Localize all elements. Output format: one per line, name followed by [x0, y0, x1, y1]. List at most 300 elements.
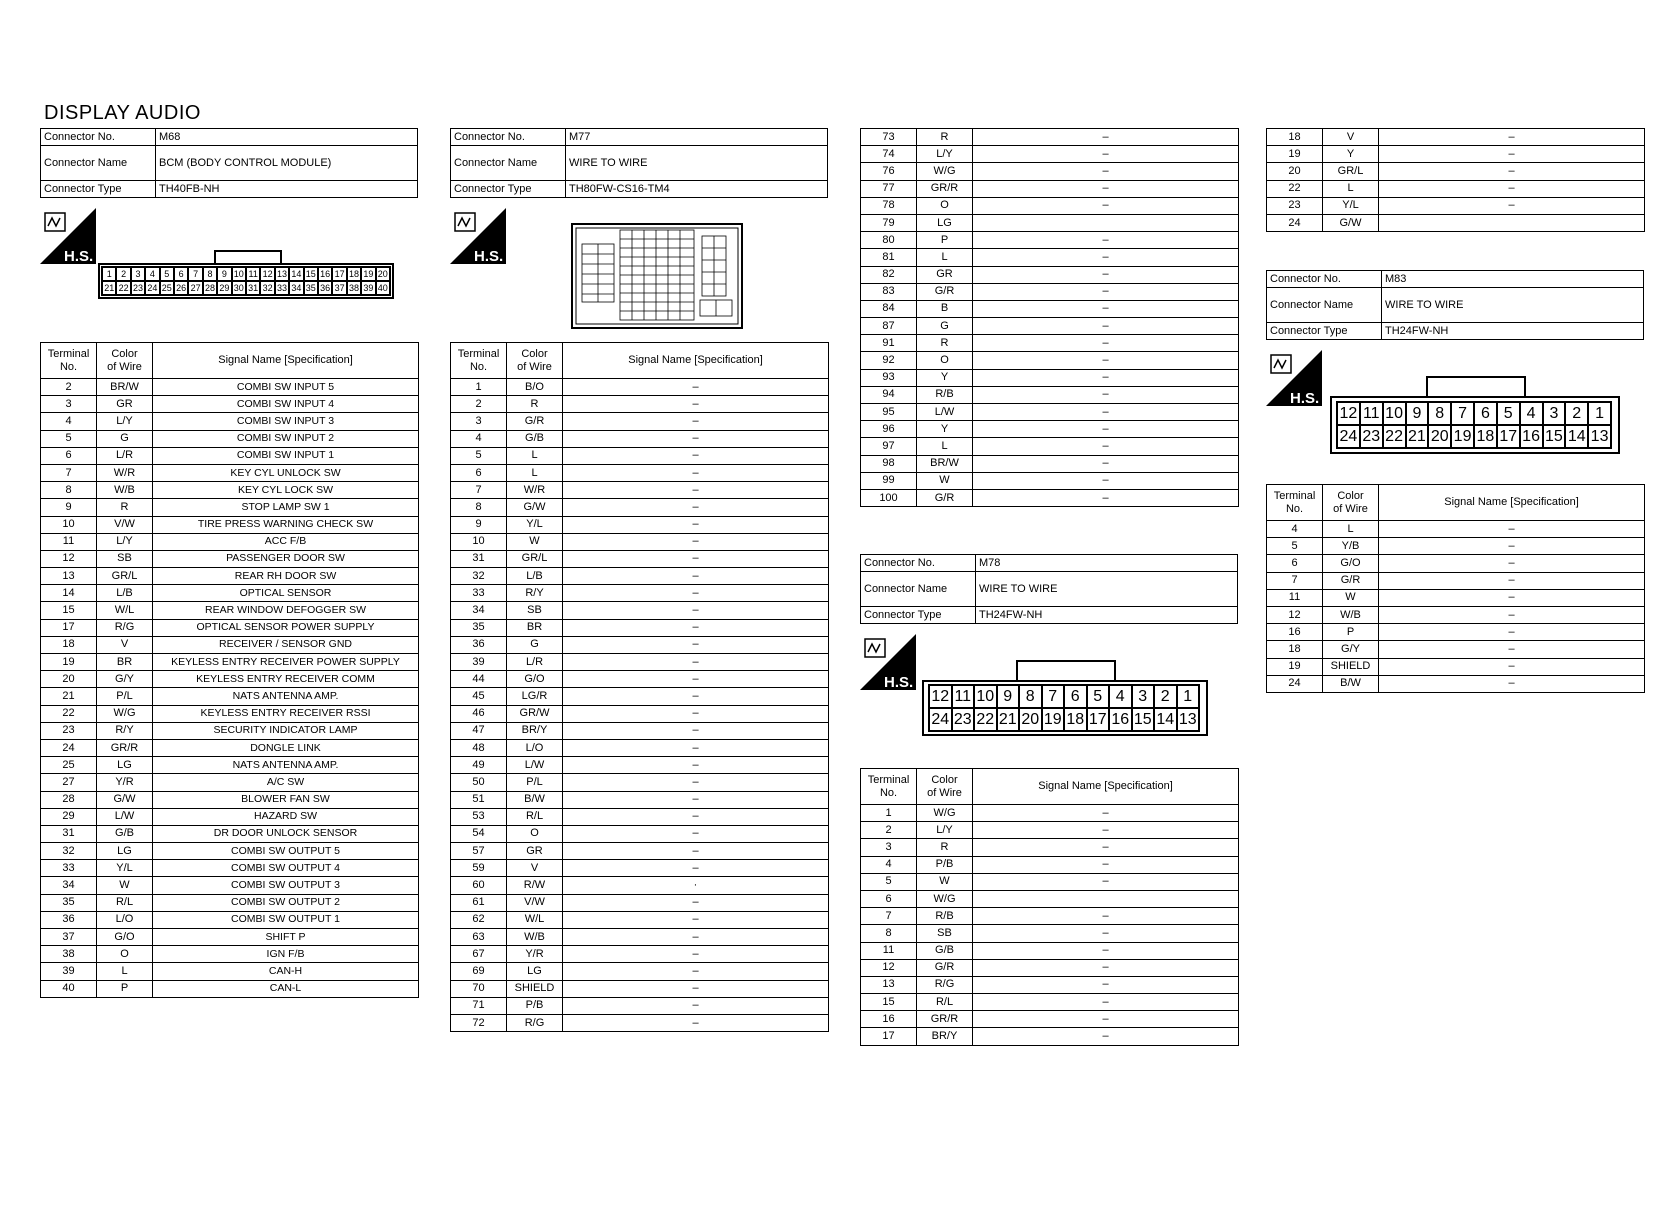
- table-row: [41, 774, 419, 791]
- m68-info-table: [40, 128, 418, 198]
- terminal-cell: 93: [861, 369, 917, 386]
- connector-pin: 27: [188, 281, 202, 295]
- table-row: [1267, 146, 1645, 163]
- signal-name-cell: –: [973, 386, 1239, 403]
- wire-color-cell: GR: [507, 843, 563, 860]
- wire-color-cell: W/B: [97, 482, 153, 499]
- wire-color-cell: L: [1323, 180, 1379, 197]
- signal-name-cell: –: [563, 602, 829, 619]
- terminal-cell: 12: [41, 550, 97, 567]
- connector-pin: 17: [1497, 425, 1520, 448]
- signal-name-cell: –: [563, 825, 829, 842]
- wire-color-cell: G/W: [97, 791, 153, 808]
- connector-pin: 35: [304, 281, 318, 295]
- connector-pin: 32: [260, 281, 274, 295]
- m83-no: M83: [1382, 271, 1644, 288]
- table-row: [861, 214, 1239, 231]
- signal-name-cell: –: [563, 1014, 829, 1031]
- terminal-cell: 76: [861, 163, 917, 180]
- connector-pin: 20: [1019, 708, 1042, 731]
- connector-pin: 17: [332, 267, 346, 281]
- connector-pin: 19: [361, 267, 375, 281]
- terminal-cell: 97: [861, 438, 917, 455]
- terminal-cell: 5: [861, 873, 917, 890]
- table-row: [41, 413, 419, 430]
- table-row: [861, 180, 1239, 197]
- wire-color-cell: Y/R: [507, 946, 563, 963]
- connector-pin: 7: [188, 267, 202, 281]
- table-row: [451, 1014, 829, 1031]
- signal-name-cell: DR DOOR UNLOCK SENSOR: [153, 825, 419, 842]
- wire-color-cell: GR/L: [1323, 163, 1379, 180]
- wire-color-cell: W/B: [1323, 606, 1379, 623]
- wire-color-cell: G: [917, 318, 973, 335]
- hs-label: H.S.: [884, 674, 914, 690]
- signal-name-cell: –: [563, 980, 829, 997]
- header-terminal: Terminal No.: [451, 343, 507, 379]
- wire-color-cell: BR: [97, 654, 153, 671]
- table-row: [861, 1028, 1239, 1045]
- m78-no: M78: [976, 555, 1238, 572]
- terminal-cell: 91: [861, 335, 917, 352]
- terminal-cell: 18: [1267, 641, 1323, 658]
- connector-pin: 6: [1474, 402, 1497, 425]
- connector-pin: 4: [145, 267, 159, 281]
- terminal-cell: 72: [451, 1014, 507, 1031]
- signal-name-cell: –: [973, 925, 1239, 942]
- table-row: [861, 197, 1239, 214]
- terminal-cell: 35: [41, 894, 97, 911]
- table-row: [1267, 197, 1645, 214]
- wire-color-cell: P/B: [507, 997, 563, 1014]
- table-row: [451, 671, 829, 688]
- terminal-cell: 12: [1267, 606, 1323, 623]
- wire-color-cell: L/O: [507, 739, 563, 756]
- wire-color-cell: R: [917, 129, 973, 146]
- terminal-cell: 33: [41, 860, 97, 877]
- connector-pin: 23: [952, 708, 975, 731]
- table-row: [451, 843, 829, 860]
- wire-color-cell: R/G: [97, 619, 153, 636]
- m68-connector-face: [98, 250, 394, 300]
- table-row: [861, 489, 1239, 506]
- table-row: [861, 472, 1239, 489]
- signal-name-cell: –: [563, 396, 829, 413]
- signal-name-cell: –: [973, 822, 1239, 839]
- signal-name-cell: REAR RH DOOR SW: [153, 568, 419, 585]
- connector-pin: 29: [217, 281, 231, 295]
- signal-name-cell: CAN-L: [153, 980, 419, 997]
- signal-name-cell: –: [973, 489, 1239, 506]
- connector-pin: 23: [131, 281, 145, 295]
- table-row: [451, 379, 829, 396]
- terminal-cell: 57: [451, 843, 507, 860]
- connector-pin: 5: [160, 267, 174, 281]
- wire-color-cell: GR/L: [97, 568, 153, 585]
- table-row: [861, 352, 1239, 369]
- connector-pin: 19: [1451, 425, 1474, 448]
- wire-color-cell: G/O: [97, 929, 153, 946]
- signal-name-cell: KEY CYL LOCK SW: [153, 482, 419, 499]
- terminal-cell: 15: [861, 994, 917, 1011]
- wire-color-cell: GR/R: [917, 1011, 973, 1028]
- terminal-cell: 13: [861, 976, 917, 993]
- header-signal: Signal Name [Specification]: [1379, 485, 1645, 521]
- connector-pin: 23: [1360, 425, 1383, 448]
- connector-pin: 10: [1383, 402, 1406, 425]
- table-row: [861, 129, 1239, 146]
- table-row: [451, 585, 829, 602]
- wire-color-cell: G/W: [1323, 214, 1379, 231]
- connector-pin: 36: [318, 281, 332, 295]
- table-row: [41, 516, 419, 533]
- wire-color-cell: W/G: [917, 163, 973, 180]
- connector-pin: 10: [232, 267, 246, 281]
- wire-color-cell: BR/W: [97, 379, 153, 396]
- table-row: [861, 805, 1239, 822]
- wire-color-cell: L/W: [97, 808, 153, 825]
- terminal-cell: 33: [451, 585, 507, 602]
- wire-color-cell: W/G: [97, 705, 153, 722]
- connector-pin: 13: [275, 267, 289, 281]
- label-connector-name: Connector Name: [451, 146, 566, 181]
- table-row: [451, 430, 829, 447]
- signal-name-cell: –: [563, 843, 829, 860]
- connector-pin: 1: [1177, 685, 1200, 708]
- wire-color-cell: V: [507, 860, 563, 877]
- table-row: [451, 791, 829, 808]
- page-title: DISPLAY AUDIO: [44, 102, 201, 124]
- label-connector-no: Connector No.: [451, 129, 566, 146]
- connector-pin: 8: [1428, 402, 1451, 425]
- table-row: [41, 877, 419, 894]
- connector-pin: 15: [1132, 708, 1155, 731]
- signal-name-cell: –: [973, 129, 1239, 146]
- connector-pin: 16: [318, 267, 332, 281]
- wire-color-cell: BR: [507, 619, 563, 636]
- terminal-cell: 67: [451, 946, 507, 963]
- connector-pin: 4: [1520, 402, 1543, 425]
- terminal-cell: 7: [451, 482, 507, 499]
- signal-name-cell: OPTICAL SENSOR POWER SUPPLY: [153, 619, 419, 636]
- terminal-cell: 39: [41, 963, 97, 980]
- connector-pin: 11: [1360, 402, 1383, 425]
- signal-name-cell: –: [563, 499, 829, 516]
- terminal-cell: 99: [861, 472, 917, 489]
- connector-pin: 8: [203, 267, 217, 281]
- terminal-cell: 31: [41, 825, 97, 842]
- table-row: [861, 335, 1239, 352]
- wire-color-cell: O: [917, 352, 973, 369]
- m78-signal-table-continued: [1266, 128, 1645, 232]
- wire-color-cell: Y: [1323, 146, 1379, 163]
- terminal-cell: 5: [41, 430, 97, 447]
- signal-name-cell: –: [1379, 538, 1645, 555]
- connector-pin: 18: [1064, 708, 1087, 731]
- signal-name-cell: –: [563, 929, 829, 946]
- wire-color-cell: W/G: [917, 805, 973, 822]
- table-row: [1267, 521, 1645, 538]
- wire-color-cell: R/L: [507, 808, 563, 825]
- signal-name-cell: –: [563, 654, 829, 671]
- signal-name-cell: –: [563, 774, 829, 791]
- signal-name-cell: SHIFT P: [153, 929, 419, 946]
- signal-name-cell: –: [563, 963, 829, 980]
- wire-color-cell: L/O: [97, 911, 153, 928]
- signal-name-cell: COMBI SW INPUT 1: [153, 447, 419, 464]
- table-row: [451, 705, 829, 722]
- wire-color-cell: W/R: [97, 464, 153, 481]
- wire-color-cell: W/B: [507, 929, 563, 946]
- signal-name-cell: –: [1379, 146, 1645, 163]
- terminal-cell: 10: [41, 516, 97, 533]
- terminal-cell: 4: [451, 430, 507, 447]
- table-row: [41, 946, 419, 963]
- wire-color-cell: GR/R: [97, 739, 153, 756]
- signal-name-cell: –: [973, 249, 1239, 266]
- signal-name-cell: –: [973, 455, 1239, 472]
- m77-no: M77: [566, 129, 828, 146]
- terminal-cell: 2: [861, 822, 917, 839]
- connector-pin: 11: [246, 267, 260, 281]
- signal-name-cell: –: [973, 942, 1239, 959]
- table-row: [451, 860, 829, 877]
- wire-color-cell: R: [97, 499, 153, 516]
- signal-name-cell: COMBI SW OUTPUT 4: [153, 860, 419, 877]
- connector-pin: 31: [246, 281, 260, 295]
- signal-name-cell: –: [563, 447, 829, 464]
- m83-info-table: [1266, 270, 1644, 340]
- signal-name-cell: –: [1379, 521, 1645, 538]
- terminal-cell: 83: [861, 283, 917, 300]
- wire-color-cell: W/L: [507, 911, 563, 928]
- terminal-cell: 69: [451, 963, 507, 980]
- terminal-cell: 15: [41, 602, 97, 619]
- signal-name-cell: –: [973, 163, 1239, 180]
- terminal-cell: 36: [41, 911, 97, 928]
- terminal-cell: 34: [41, 877, 97, 894]
- m78-name: WIRE TO WIRE: [976, 572, 1238, 607]
- terminal-cell: 9: [41, 499, 97, 516]
- terminal-cell: 25: [41, 757, 97, 774]
- wire-color-cell: V/W: [507, 894, 563, 911]
- terminal-cell: 70: [451, 980, 507, 997]
- terminal-cell: 74: [861, 146, 917, 163]
- table-row: [451, 602, 829, 619]
- wire-color-cell: LG/R: [507, 688, 563, 705]
- wire-color-cell: R: [507, 396, 563, 413]
- connector-pin: 22: [1383, 425, 1406, 448]
- terminal-cell: 16: [1267, 624, 1323, 641]
- table-row: [861, 266, 1239, 283]
- terminal-cell: 10: [451, 533, 507, 550]
- wire-color-cell: BR/Y: [917, 1028, 973, 1045]
- table-row: [451, 499, 829, 516]
- wire-color-cell: BR/W: [917, 455, 973, 472]
- connector-pin: 15: [1543, 425, 1566, 448]
- signal-name-cell: HAZARD SW: [153, 808, 419, 825]
- wire-color-cell: SHIELD: [507, 980, 563, 997]
- signal-name-cell: IGN F/B: [153, 946, 419, 963]
- signal-name-cell: –: [563, 533, 829, 550]
- terminal-cell: 7: [41, 464, 97, 481]
- terminal-cell: 44: [451, 671, 507, 688]
- wire-color-cell: Y/R: [97, 774, 153, 791]
- connector-latch: [214, 250, 282, 264]
- connector-pin: 24: [145, 281, 159, 295]
- signal-name-cell: –: [973, 856, 1239, 873]
- terminal-cell: 19: [1267, 658, 1323, 675]
- signal-name-cell: COMBI SW INPUT 2: [153, 430, 419, 447]
- label-connector-name: Connector Name: [1267, 288, 1382, 323]
- signal-name-cell: –: [1379, 641, 1645, 658]
- table-row: [41, 894, 419, 911]
- terminal-cell: 22: [1267, 180, 1323, 197]
- wire-color-cell: GR/W: [507, 705, 563, 722]
- signal-name-cell: –: [563, 757, 829, 774]
- table-row: [41, 791, 419, 808]
- table-row: [41, 396, 419, 413]
- table-row: [1267, 641, 1645, 658]
- table-row: [41, 654, 419, 671]
- wire-color-cell: W: [507, 533, 563, 550]
- signal-name-cell: –: [1379, 180, 1645, 197]
- signal-name-cell: –: [973, 421, 1239, 438]
- connector-pin: 40: [376, 281, 390, 295]
- wire-color-cell: GR/L: [507, 550, 563, 567]
- signal-name-cell: –: [1379, 197, 1645, 214]
- terminal-cell: 45: [451, 688, 507, 705]
- table-row: [861, 455, 1239, 472]
- m68-pin-grid: [101, 266, 391, 296]
- connector-pin: 21: [997, 708, 1020, 731]
- m77-signal-table-continued: [860, 128, 1239, 507]
- label-connector-type: Connector Type: [41, 181, 156, 198]
- signal-name-cell: –: [973, 335, 1239, 352]
- connector-pin: 5: [1087, 685, 1110, 708]
- table-row: [41, 602, 419, 619]
- signal-name-cell: STOP LAMP SW 1: [153, 499, 419, 516]
- connector-pin: 8: [1019, 685, 1042, 708]
- m77-info-table: [450, 128, 828, 198]
- terminal-cell: 100: [861, 489, 917, 506]
- table-row: [451, 946, 829, 963]
- wire-color-cell: B/O: [507, 379, 563, 396]
- signal-name-cell: REAR WINDOW DEFOGGER SW: [153, 602, 419, 619]
- signal-name-cell: –: [563, 568, 829, 585]
- table-row: [41, 705, 419, 722]
- connector-pin: 3: [1543, 402, 1566, 425]
- terminal-cell: 31: [451, 550, 507, 567]
- signal-name-cell: COMBI SW OUTPUT 3: [153, 877, 419, 894]
- terminal-cell: 34: [451, 602, 507, 619]
- header-color: Color of Wire: [1323, 485, 1379, 521]
- connector-pin: 37: [332, 281, 346, 295]
- wire-color-cell: L/Y: [917, 146, 973, 163]
- connector-pin: 26: [174, 281, 188, 295]
- signal-name-cell: –: [973, 805, 1239, 822]
- terminal-cell: 98: [861, 455, 917, 472]
- wire-color-cell: G/O: [1323, 555, 1379, 572]
- signal-name-cell: –: [1379, 129, 1645, 146]
- header-color: Color of Wire: [507, 343, 563, 379]
- wire-color-cell: G/R: [917, 283, 973, 300]
- hs-label: H.S.: [474, 248, 504, 264]
- signal-name-cell: KEYLESS ENTRY RECEIVER RSSI: [153, 705, 419, 722]
- terminal-cell: 8: [451, 499, 507, 516]
- terminal-cell: 87: [861, 318, 917, 335]
- table-row: [41, 843, 419, 860]
- m77-type: TH80FW-CS16-TM4: [566, 181, 828, 198]
- connector-pin: 16: [1520, 425, 1543, 448]
- connector-pin: 6: [174, 267, 188, 281]
- terminal-cell: 59: [451, 860, 507, 877]
- signal-name-cell: –: [563, 585, 829, 602]
- terminal-cell: 11: [861, 942, 917, 959]
- table-row: [1267, 658, 1645, 675]
- connector-pin: 14: [289, 267, 303, 281]
- signal-name-cell: –: [973, 908, 1239, 925]
- connector-pin: 18: [1474, 425, 1497, 448]
- table-row: [861, 421, 1239, 438]
- table-row: [41, 585, 419, 602]
- signal-name-cell: –: [563, 705, 829, 722]
- header-color: Color of Wire: [917, 769, 973, 805]
- connector-pin: 7: [1451, 402, 1474, 425]
- terminal-cell: 18: [1267, 129, 1323, 146]
- wire-color-cell: R/L: [97, 894, 153, 911]
- wire-color-cell: P: [917, 232, 973, 249]
- signal-name-cell: –: [973, 472, 1239, 489]
- wire-color-cell: W/G: [917, 890, 973, 907]
- terminal-cell: 2: [41, 379, 97, 396]
- connector-pin: 5: [1497, 402, 1520, 425]
- table-row: [861, 925, 1239, 942]
- terminal-cell: 11: [1267, 589, 1323, 606]
- connector-pin: 19: [1042, 708, 1065, 731]
- connector-pin: 30: [232, 281, 246, 295]
- connector-latch: [1016, 660, 1116, 682]
- wire-color-cell: SHIELD: [1323, 658, 1379, 675]
- wire-color-cell: L: [1323, 521, 1379, 538]
- label-connector-type: Connector Type: [1267, 323, 1382, 340]
- table-row: [861, 890, 1239, 907]
- wire-color-cell: Y/B: [1323, 538, 1379, 555]
- signal-name-cell: –: [1379, 658, 1645, 675]
- connector-pin: 6: [1064, 685, 1087, 708]
- signal-name-cell: COMBI SW OUTPUT 1: [153, 911, 419, 928]
- wire-color-cell: L/W: [917, 404, 973, 421]
- wire-color-cell: G/R: [917, 489, 973, 506]
- table-row: [1267, 555, 1645, 572]
- connector-pin: 9: [217, 267, 231, 281]
- terminal-cell: 32: [41, 843, 97, 860]
- terminal-cell: 6: [861, 890, 917, 907]
- wire-color-cell: G/Y: [1323, 641, 1379, 658]
- table-row: [861, 163, 1239, 180]
- connector-pin: 12: [929, 685, 952, 708]
- table-row: [861, 976, 1239, 993]
- signal-name-cell: –: [563, 482, 829, 499]
- signal-name-cell: –: [1379, 589, 1645, 606]
- terminal-cell: 12: [861, 959, 917, 976]
- header-signal: Signal Name [Specification]: [153, 343, 419, 379]
- terminal-cell: 27: [41, 774, 97, 791]
- terminal-cell: 21: [41, 688, 97, 705]
- terminal-cell: 19: [1267, 146, 1323, 163]
- terminal-cell: 63: [451, 929, 507, 946]
- wire-color-cell: R/Y: [507, 585, 563, 602]
